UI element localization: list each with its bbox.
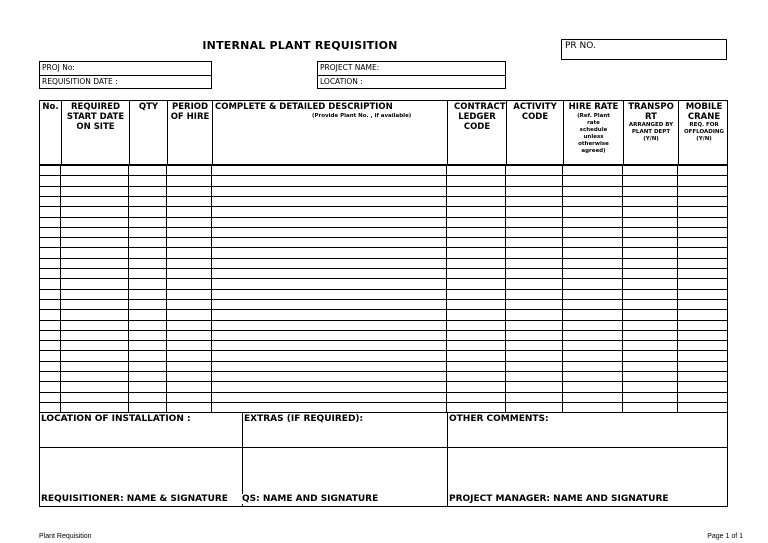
table-row[interactable] <box>40 309 727 310</box>
col-qty: QTY <box>129 101 167 164</box>
description-note: (Provide Plant No. , if available) <box>312 113 412 119</box>
table-row[interactable] <box>40 340 727 341</box>
table-row[interactable] <box>40 299 727 300</box>
table-body <box>39 166 728 413</box>
table-row[interactable] <box>40 237 727 238</box>
table-row[interactable] <box>40 268 727 269</box>
table-row[interactable] <box>40 320 727 321</box>
table-row[interactable] <box>40 175 727 176</box>
table-row[interactable] <box>40 330 727 331</box>
transport-note: ARRANGED BY PLANT DEPT (Y/N) <box>628 122 674 142</box>
col-transport: TRANSPO RT ARRANGED BY PLANT DEPT (Y/N) <box>623 101 678 164</box>
pr-number-field[interactable] <box>561 39 727 60</box>
table-row[interactable] <box>40 350 727 351</box>
header-right-box <box>317 61 506 89</box>
table-row[interactable] <box>40 371 727 372</box>
table-header <box>39 100 728 166</box>
hire-rate-note: (Ref. Plant rate schedule unless otherwise agreed) <box>577 113 610 154</box>
col-period-of-hire: PERIOD OF HIRE <box>167 101 212 164</box>
table-row[interactable] <box>40 196 727 197</box>
col-no: No. <box>42 102 59 112</box>
pr-number-label: PR NO. <box>565 41 596 51</box>
bottom-section <box>39 412 728 507</box>
table-row[interactable] <box>40 278 727 279</box>
header-left-box <box>39 61 212 89</box>
table-row[interactable] <box>40 402 727 403</box>
table-row[interactable] <box>40 247 727 248</box>
table-row[interactable] <box>40 361 727 362</box>
col-mobile-crane: MOBILE CRANE REQ. FOR OFFLOADING (Y/N) <box>678 101 729 164</box>
project-manager-signature[interactable]: PROJECT MANAGER: NAME AND SIGNATURE <box>449 494 669 504</box>
requisition-date-field[interactable]: REQUISITION DATE : <box>42 77 118 86</box>
qs-signature[interactable]: QS: NAME AND SIGNATURE <box>242 494 379 504</box>
bottom-divider-2 <box>447 413 448 506</box>
bottom-hline <box>40 447 727 448</box>
other-comments-label: OTHER COMMENTS: <box>449 414 549 424</box>
form-title: INTERNAL PLANT REQUISITION <box>202 39 398 52</box>
proj-no-field[interactable]: PROJ No: <box>40 62 211 76</box>
table-row[interactable] <box>40 289 727 290</box>
mobile-crane-note: REQ. FOR OFFLOADING (Y/N) <box>683 122 724 142</box>
col-description: COMPLETE & DETAILED DESCRIPTION (Provide Plant No. , if available) <box>212 101 447 164</box>
table-row[interactable] <box>40 392 727 393</box>
footer-right: Page 1 of 1 <box>707 533 743 540</box>
project-name-field[interactable]: PROJECT NAME: <box>318 62 505 76</box>
extras-label: EXTRAS (IF REQUIRED): <box>244 414 364 424</box>
table-row[interactable] <box>40 206 727 207</box>
table-row[interactable] <box>40 227 727 228</box>
requisitioner-signature[interactable]: REQUISITIONER: NAME & SIGNATURE <box>41 494 228 504</box>
location-field[interactable]: LOCATION : <box>320 77 363 86</box>
col-contract-ledger-code: CONTRACT LEDGER CODE <box>447 101 506 164</box>
col-required-start-date: REQUIRED START DATE ON SITE <box>61 101 129 164</box>
col-hire-rate: HIRE RATE (Ref. Plant rate schedule unless otherwise agreed) <box>563 101 623 164</box>
table-row[interactable] <box>40 186 727 187</box>
bottom-divider-1 <box>242 413 243 506</box>
table-row[interactable] <box>40 381 727 382</box>
table-row[interactable] <box>40 258 727 259</box>
location-of-installation-label: LOCATION OF INSTALLATION : <box>41 414 191 424</box>
footer-left: Plant Requisition <box>39 533 92 540</box>
col-activity-code: ACTIVITY CODE <box>506 101 563 164</box>
table-row[interactable] <box>40 217 727 218</box>
